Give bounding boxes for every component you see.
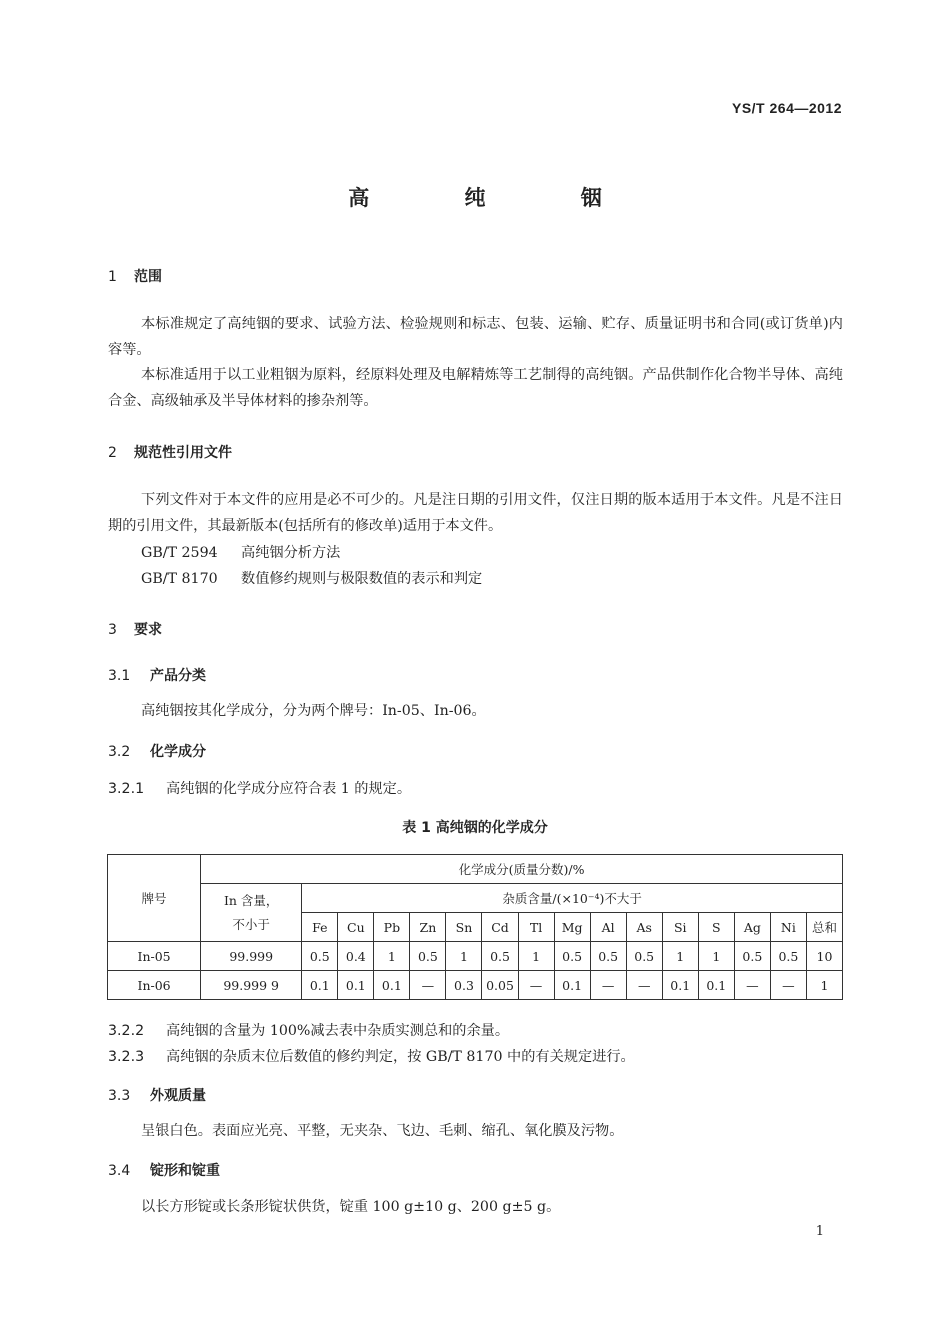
reference-item [141, 568, 482, 588]
value-cell: 0.5 [554, 942, 590, 971]
section-2-paragraph-1: 下列文件对于本文件的应用是必不可少的。凡是注日期的引用文件，仅注日期的版本适用于本文件。凡是不注日期的引用文件，其最新版本(包括所有的修改单)适用于本文件。 [108, 492, 843, 534]
section-number: 1 [108, 269, 117, 285]
section-title: 规范性引用文件 [134, 445, 232, 461]
section-title: 化学成分 [150, 744, 206, 760]
clause-text: 高纯铟的化学成分应符合表 1 的规定。 [166, 781, 412, 797]
in-content-header-line-1: In 含量， [223, 892, 279, 908]
value-cell: 0.1 [662, 971, 698, 1000]
value-cell: 0.5 [410, 942, 446, 971]
in-content-cell: 99.999 9 [201, 971, 302, 1000]
value-cell: 1 [806, 971, 842, 1000]
clause-3-2-2 [108, 1020, 509, 1040]
section-3-heading [108, 619, 162, 639]
section-2-heading [108, 442, 232, 462]
section-title: 范围 [134, 269, 162, 285]
value-cell: 1 [662, 942, 698, 971]
section-1-heading [108, 266, 162, 286]
value-cell: — [518, 971, 554, 1000]
value-cell: 0.1 [698, 971, 734, 1000]
element-header: As [626, 913, 662, 942]
section-3-4-text: 以长方形锭或长条形锭状供货，锭重 100 g±10 g、200 g±5 g。 [141, 1199, 561, 1215]
value-cell: — [410, 971, 446, 1000]
section-title: 锭形和锭重 [150, 1163, 220, 1179]
table-caption: 表 1 高纯铟的化学成分 [402, 820, 548, 836]
clause-number: 3.2.1 [108, 781, 145, 797]
page-number: 1 [815, 1224, 824, 1239]
grade-cell: In-06 [108, 971, 201, 1000]
table-row [108, 971, 843, 1000]
value-cell: 0.05 [482, 971, 518, 1000]
element-header: Zn [410, 913, 446, 942]
value-cell: 1 [446, 942, 482, 971]
element-header: Fe [302, 913, 338, 942]
value-cell: 0.5 [770, 942, 806, 971]
section-number: 3.4 [108, 1163, 131, 1179]
clause-number: 3.2.2 [108, 1023, 145, 1039]
clause-text: 高纯铟的杂质末位后数值的修约判定，按 GB/T 8170 中的有关规定进行。 [166, 1049, 635, 1065]
section-3-3-heading [108, 1085, 206, 1105]
reference-item [141, 542, 340, 562]
value-cell: 0.5 [482, 942, 518, 971]
section-1-paragraph-1: 本标准规定了高纯铟的要求、试验方法、检验规则和标志、包装、运输、贮存、质量证明书和合同(或订货单)内容等。 [108, 316, 843, 358]
element-header: Al [590, 913, 626, 942]
section-number: 3 [108, 622, 117, 638]
clause-3-2-1 [108, 778, 411, 798]
element-header: Ag [734, 913, 770, 942]
section-title: 要求 [134, 622, 162, 638]
element-header: 总和 [806, 913, 842, 942]
table-row [108, 942, 843, 971]
in-content-header-line-2: 不小于 [232, 916, 270, 932]
value-cell: 0.5 [734, 942, 770, 971]
grade-cell: In-05 [108, 942, 201, 971]
clause-3-2-3 [108, 1046, 635, 1066]
value-cell: 0.5 [302, 942, 338, 971]
clause-number: 3.2.3 [108, 1049, 145, 1065]
value-cell: — [734, 971, 770, 1000]
section-number: 3.2 [108, 744, 131, 760]
in-content-cell: 99.999 [201, 942, 302, 971]
section-3-2-heading [108, 741, 206, 761]
value-cell: 0.4 [338, 942, 374, 971]
value-cell: 0.5 [590, 942, 626, 971]
value-cell: 0.5 [626, 942, 662, 971]
value-cell: 0.1 [302, 971, 338, 1000]
document-title: 高 纯 铟 [348, 186, 646, 210]
section-title: 外观质量 [150, 1088, 206, 1104]
value-cell: — [590, 971, 626, 1000]
value-cell: — [770, 971, 806, 1000]
section-3-1-heading [108, 665, 206, 685]
element-header: Cd [482, 913, 518, 942]
element-header: Si [662, 913, 698, 942]
element-header: S [698, 913, 734, 942]
section-1-paragraph-2: 本标准适用于以工业粗铟为原料，经原料处理及电解精炼等工艺制得的高纯铟。产品供制作化合物半导体、高纯合金、高级轴承及半导体材料的掺杂剂等。 [108, 367, 843, 409]
section-number: 3.3 [108, 1088, 131, 1104]
reference-code: GB/T 2594 [141, 545, 218, 561]
grade-header: 牌号 [108, 855, 201, 942]
section-title: 产品分类 [150, 668, 206, 684]
standard-code: YS/T 264—2012 [731, 100, 842, 116]
section-number: 2 [108, 445, 117, 461]
value-cell: 0.1 [374, 971, 410, 1000]
element-header: Ni [770, 913, 806, 942]
section-number: 3.1 [108, 668, 131, 684]
reference-code: GB/T 8170 [141, 571, 218, 587]
value-cell: 1 [518, 942, 554, 971]
value-cell: 0.1 [338, 971, 374, 1000]
element-header: Sn [446, 913, 482, 942]
value-cell: 0.1 [554, 971, 590, 1000]
value-cell: 10 [806, 942, 842, 971]
value-cell: 0.3 [446, 971, 482, 1000]
section-3-1-text: 高纯铟按其化学成分，分为两个牌号：In-05、In-06。 [141, 703, 486, 719]
composition-header: 化学成分(质量分数)/% [201, 855, 843, 884]
value-cell: 1 [698, 942, 734, 971]
element-header: Cu [338, 913, 374, 942]
reference-title: 高纯铟分析方法 [241, 545, 341, 561]
value-cell: 1 [374, 942, 410, 971]
impurity-header: 杂质含量/(×10⁻⁴)不大于 [302, 884, 843, 913]
clause-text: 高纯铟的含量为 100%减去表中杂质实测总和的余量。 [166, 1023, 510, 1039]
section-3-3-text: 呈银白色。表面应光亮、平整，无夹杂、飞边、毛刺、缩孔、氧化膜及污物。 [141, 1123, 624, 1139]
element-header: Pb [374, 913, 410, 942]
element-header: Tl [518, 913, 554, 942]
element-header: Mg [554, 913, 590, 942]
section-3-4-heading [108, 1160, 220, 1180]
chemical-composition-table [107, 854, 843, 1000]
value-cell: — [626, 971, 662, 1000]
reference-title: 数值修约规则与极限数值的表示和判定 [241, 571, 483, 587]
in-content-header [201, 884, 302, 942]
